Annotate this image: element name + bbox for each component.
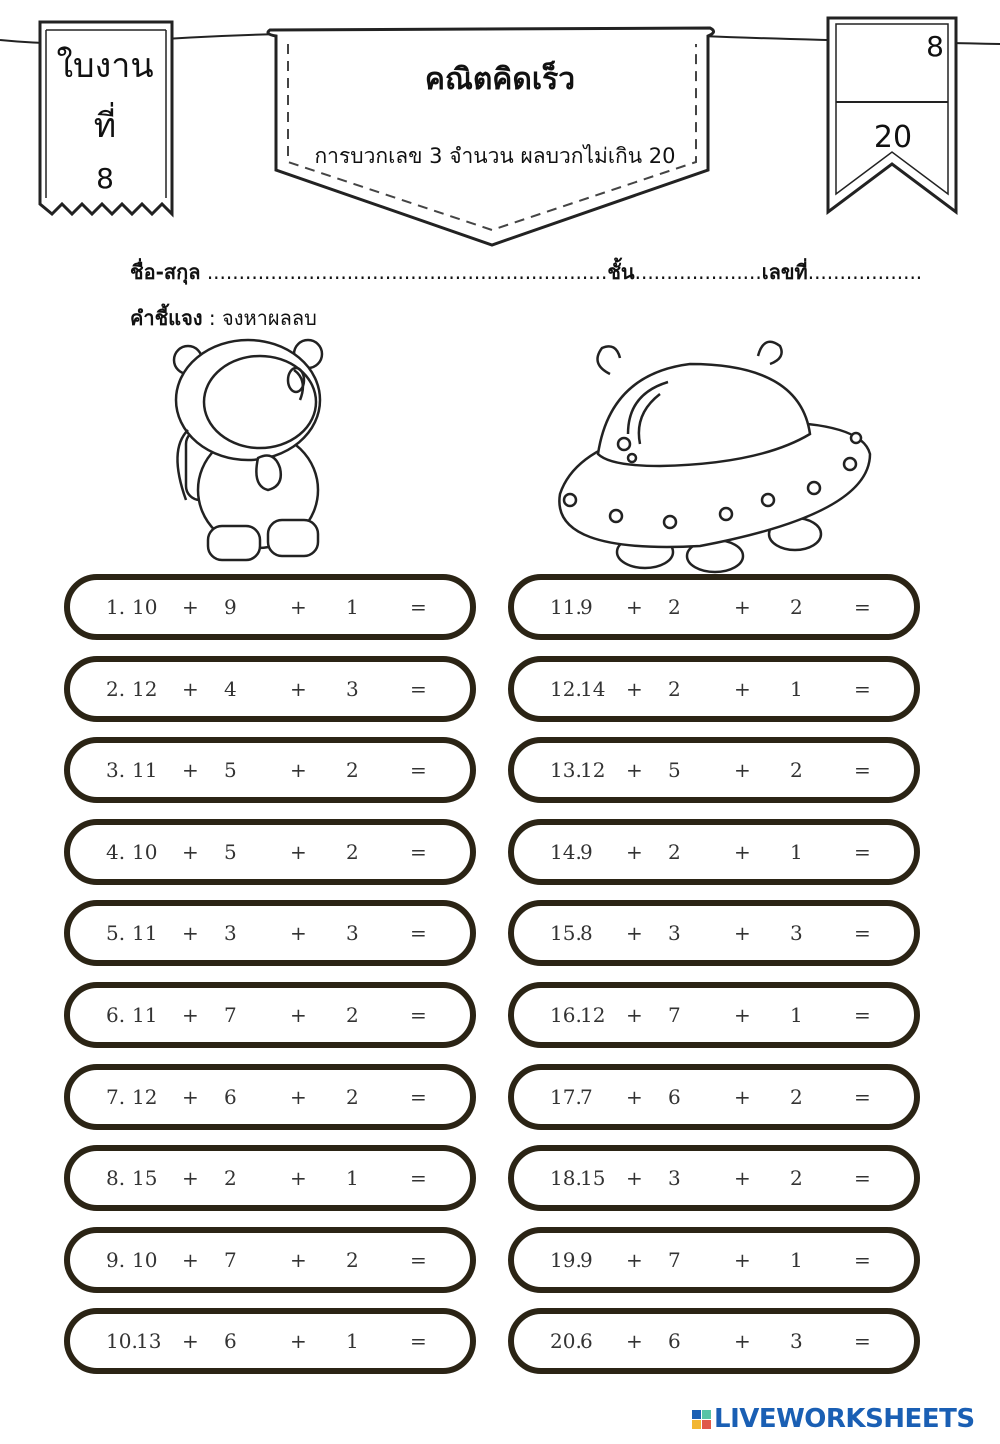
second-addend: 6 [224,1085,237,1109]
problem-number: 7. [106,1085,126,1109]
problem-8 [64,1145,476,1211]
plus-sign: + [734,1329,751,1353]
second-addend: 2 [668,595,681,619]
plus-sign: + [734,595,751,619]
plus-sign: + [626,677,643,701]
second-addend: 2 [668,677,681,701]
problem-11 [508,574,920,640]
first-addend: 11 [132,921,158,945]
equals-sign: = [854,1166,871,1190]
problem-number: 1. [106,595,126,619]
plus-sign: + [626,1003,643,1027]
worksheet-number: 8 [96,162,114,195]
equals-sign: = [854,1003,871,1027]
flying-saucer-icon [540,334,880,574]
plus-sign: + [290,921,307,945]
plus-sign: + [182,595,199,619]
equals-sign: = [854,758,871,782]
second-addend: 5 [668,758,681,782]
second-addend: 9 [224,595,237,619]
answer-field[interactable] [430,1164,460,1192]
third-addend: 1 [346,1329,359,1353]
problem-number: 3. [106,758,126,782]
first-addend: 11 [132,1003,158,1027]
problem-1 [64,574,476,640]
third-addend: 2 [346,840,359,864]
plus-sign: + [626,1166,643,1190]
problem-number: 14. [550,840,582,864]
answer-field[interactable] [874,593,904,621]
worksheet-label: ใบงาน [56,46,154,86]
plus-sign: + [734,840,751,864]
plus-sign: + [626,1329,643,1353]
problem-number: 2. [106,677,126,701]
liveworksheets-logo [692,1402,975,1436]
third-addend: 3 [346,677,359,701]
page-title: คณิตคิดเร็ว [424,62,576,97]
plus-sign: + [290,1166,307,1190]
problem-17 [508,1064,920,1130]
answer-field[interactable] [430,919,460,947]
plus-sign: + [182,1248,199,1272]
answer-field[interactable] [874,756,904,784]
answer-field[interactable] [430,1083,460,1111]
plus-sign: + [182,758,199,782]
second-addend: 7 [668,1003,681,1027]
problem-number: 19. [550,1248,582,1272]
first-addend: 9 [580,595,593,619]
first-addend: 8 [580,921,593,945]
name-label: ชื่อ-สกุล [130,260,201,284]
astronaut-bear-icon [158,330,338,570]
third-addend: 2 [790,1085,803,1109]
first-addend: 11 [132,758,158,782]
problem-16 [508,982,920,1048]
equals-sign: = [410,758,427,782]
problem-12 [508,656,920,722]
second-addend: 6 [224,1329,237,1353]
problem-number: 5. [106,921,126,945]
problem-number: 10. [106,1329,138,1353]
equals-sign: = [854,921,871,945]
third-addend: 1 [790,1003,803,1027]
third-addend: 1 [790,677,803,701]
score-total: 20 [873,120,913,155]
plus-sign: + [290,677,307,701]
liveworksheets-logo-icon [692,1406,712,1432]
equals-sign: = [854,1248,871,1272]
problem-number: 18. [550,1166,582,1190]
page-subtitle: การบวกเลข 3 จำนวน ผลบวกไม่เกิน 20 [314,144,676,168]
answer-field[interactable] [430,1327,460,1355]
answer-field[interactable] [430,675,460,703]
second-addend: 5 [224,840,237,864]
plus-sign: + [626,840,643,864]
answer-field[interactable] [430,838,460,866]
first-addend: 10 [132,840,158,864]
answer-field[interactable] [430,756,460,784]
problem-7 [64,1064,476,1130]
number-field[interactable]: .................. [807,260,923,284]
second-addend: 3 [668,1166,681,1190]
answer-field[interactable] [874,1001,904,1029]
equals-sign: = [854,1085,871,1109]
first-addend: 7 [580,1085,593,1109]
plus-sign: + [182,1166,199,1190]
plus-sign: + [182,677,199,701]
plus-sign: + [626,1085,643,1109]
number-label: เลขที่ [761,260,808,284]
plus-sign: + [626,758,643,782]
instruction-text: : จงหาผลลบ [202,306,317,330]
equals-sign: = [410,1085,427,1109]
problem-2 [64,656,476,722]
first-addend: 15 [580,1166,606,1190]
plus-sign: + [734,758,751,782]
third-addend: 2 [346,758,359,782]
equals-sign: = [410,921,427,945]
problem-5 [64,900,476,966]
equals-sign: = [854,677,871,701]
problem-number: 15. [550,921,582,945]
first-addend: 15 [132,1166,158,1190]
problem-number: 13. [550,758,582,782]
answer-field[interactable] [874,1327,904,1355]
answer-field[interactable] [874,838,904,866]
answer-field[interactable] [874,919,904,947]
answer-field[interactable] [430,593,460,621]
second-addend: 3 [224,921,237,945]
third-addend: 2 [790,595,803,619]
plus-sign: + [290,1248,307,1272]
problem-number: 16. [550,1003,582,1027]
second-addend: 7 [224,1003,237,1027]
instruction-label: คำชี้แจง [130,306,203,330]
plus-sign: + [182,1329,199,1353]
problem-9 [64,1227,476,1293]
equals-sign: = [410,595,427,619]
plus-sign: + [182,1003,199,1027]
plus-sign: + [290,758,307,782]
equals-sign: = [410,840,427,864]
third-addend: 2 [346,1248,359,1272]
first-addend: 9 [580,1248,593,1272]
plus-sign: + [734,1003,751,1027]
equals-sign: = [410,1003,427,1027]
first-addend: 10 [132,1248,158,1272]
problem-number: 4. [106,840,126,864]
plus-sign: + [290,595,307,619]
equals-sign: = [410,1329,427,1353]
plus-sign: + [182,1085,199,1109]
third-addend: 1 [790,840,803,864]
class-field[interactable]: .................... [634,260,762,284]
second-addend: 7 [224,1248,237,1272]
first-addend: 12 [132,677,158,701]
problem-15 [508,900,920,966]
second-addend: 5 [224,758,237,782]
first-addend: 14 [580,677,606,701]
problem-18 [508,1145,920,1211]
third-addend: 3 [790,921,803,945]
first-addend: 12 [132,1085,158,1109]
problem-6 [64,982,476,1048]
problem-4 [64,819,476,885]
plus-sign: + [734,677,751,701]
equals-sign: = [854,840,871,864]
answer-field[interactable] [874,675,904,703]
third-addend: 2 [346,1003,359,1027]
answer-field[interactable] [874,1246,904,1274]
problem-number: 11. [550,595,582,619]
answer-field[interactable] [874,1083,904,1111]
first-addend: 6 [580,1329,593,1353]
second-addend: 7 [668,1248,681,1272]
first-addend: 12 [580,758,606,782]
plus-sign: + [734,1166,751,1190]
problem-3 [64,737,476,803]
title-pennant [262,20,722,252]
equals-sign: = [410,1248,427,1272]
problem-14 [508,819,920,885]
worksheet-label-number-word: ที่ [93,106,117,146]
equals-sign: = [854,595,871,619]
problem-20 [508,1308,920,1374]
plus-sign: + [626,921,643,945]
second-addend: 2 [668,840,681,864]
plus-sign: + [626,1248,643,1272]
third-addend: 3 [346,921,359,945]
third-addend: 1 [346,595,359,619]
second-addend: 6 [668,1329,681,1353]
plus-sign: + [290,840,307,864]
problem-number: 17. [550,1085,582,1109]
problem-number: 20. [550,1329,582,1353]
problem-19 [508,1227,920,1293]
problem-number: 6. [106,1003,126,1027]
liveworksheets-logo-text: LIVEWORKSHEETS [714,1404,975,1434]
first-addend: 13 [136,1329,162,1353]
answer-field[interactable] [430,1246,460,1274]
score-value: 8 [926,30,944,63]
problem-10 [64,1308,476,1374]
student-info-line [130,256,922,288]
second-addend: 2 [224,1166,237,1190]
name-field[interactable]: ............................................................... [206,260,608,284]
first-addend: 9 [580,840,593,864]
third-addend: 2 [346,1085,359,1109]
problem-number: 9. [106,1248,126,1272]
third-addend: 1 [346,1166,359,1190]
plus-sign: + [290,1329,307,1353]
problem-13 [508,737,920,803]
equals-sign: = [854,1329,871,1353]
third-addend: 3 [790,1329,803,1353]
plus-sign: + [626,595,643,619]
plus-sign: + [182,921,199,945]
third-addend: 1 [790,1248,803,1272]
answer-field[interactable] [874,1164,904,1192]
plus-sign: + [182,840,199,864]
third-addend: 2 [790,758,803,782]
third-addend: 2 [790,1166,803,1190]
problem-number: 8. [106,1166,126,1190]
plus-sign: + [734,1248,751,1272]
second-addend: 4 [224,677,237,701]
problem-number: 12. [550,677,582,701]
first-addend: 12 [580,1003,606,1027]
plus-sign: + [290,1085,307,1109]
first-addend: 10 [132,595,158,619]
equals-sign: = [410,1166,427,1190]
class-label: ชั้น [607,260,635,284]
plus-sign: + [290,1003,307,1027]
second-addend: 6 [668,1085,681,1109]
second-addend: 3 [668,921,681,945]
plus-sign: + [734,1085,751,1109]
equals-sign: = [410,677,427,701]
plus-sign: + [734,921,751,945]
answer-field[interactable] [430,1001,460,1029]
